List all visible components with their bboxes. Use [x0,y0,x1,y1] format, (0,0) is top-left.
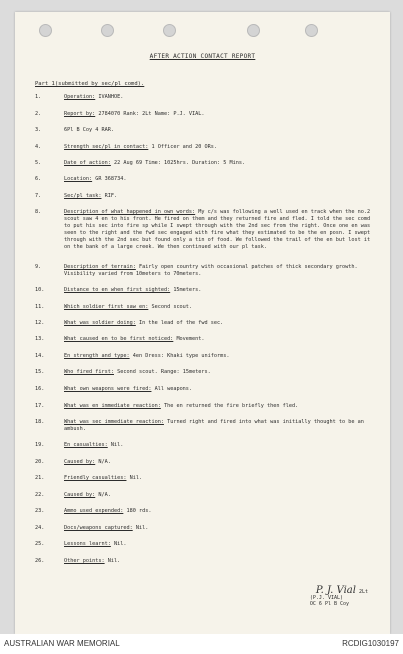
punch-hole [247,24,260,37]
signature-name: (P.J. VIAL) [309,595,344,601]
report-title: AFTER ACTION CONTACT REPORT [149,53,256,60]
punch-hole [101,24,114,37]
handwritten-signature: P. J. Vial [315,585,356,596]
punch-hole [163,24,176,37]
archive-id: RCDIG1030197 [342,639,399,648]
punch-hole [39,24,52,37]
part-heading: Part 1(submitted by sec/pl comd). [35,81,145,87]
document-page: AFTER ACTION CONTACT REPORT Part 1(submitted by sec/pl comd). 1. Operation: IVANHOE. 2. Report by: 2784070 Rank: 2Lt Name: P.J. VIAL. 3. 6Pl B Coy 4 RAR. 4. Strength sec/pl in contact: 1 Officer and 20 ORs. 5. Date of action: 22 Aug 69 Time: 1025hrs. Duration: 5 Mins. 6. Location: GR 368734. 7. Sec/pl task: RIF. 8. Description of what happened in own words: My c/s was following a well used en track when the no.2 scout saw 4 en to his front. He fired on them and they returned fire and fled. I told the sec comd to put his sec into fire sp while I swept through with the 2nd sec from the right. Once one en was seen to the right and the fwd sec engaged with fire what they estimated to be the en posn. I swept through with the 2nd sec but found only a tin of food. We followed the trail of the en but lost it on the bank of a large creek. We then continued with our pl task. 9. Description of terrain: Fairly open country with occasional patches of thick secondary growth. Visibility varied from 10meters to 70meters. 10. Distance to en when first sighted: 15meters. 11. Which soldier first saw en: Second scout. 12. What was soldier doing: In the lead of the fwd sec. 13. What caused en to be first noticed: Movement. 14. En strength and type: 4en Dress: Khaki type uniforms. 15. Who fired first: Second scout. Range: 15meters. 16. What own weapons were fired: All weapons. 17. What was en immediate reaction: The en returned the fire briefly then fled. 18. What was sec immediate reaction: Turned right and fired into what was initially thought to be an ambush. 19. En casualties: Nil. 20. Caused by: N/A. 21. Friendly casualties: Nil. 22. Caused by: N/A. 23. Ammo used expended: 180 rds. 24. Docs/weapons captured: Nil. 25. Lessons learnt: Nil. 26. Other points: Nil. P. J. Vial 2Lt (P.J. VIAL) OC 6 Pl B Coy [15,12,390,634]
signature-block [309,585,368,607]
archive-name: AUSTRALIAN WAR MEMORIAL [4,639,120,648]
punch-hole [305,24,318,37]
signature-unit: OC 6 Pl B Coy [309,601,350,607]
signature-rank: 2Lt [358,589,368,595]
archive-footer [0,634,403,654]
